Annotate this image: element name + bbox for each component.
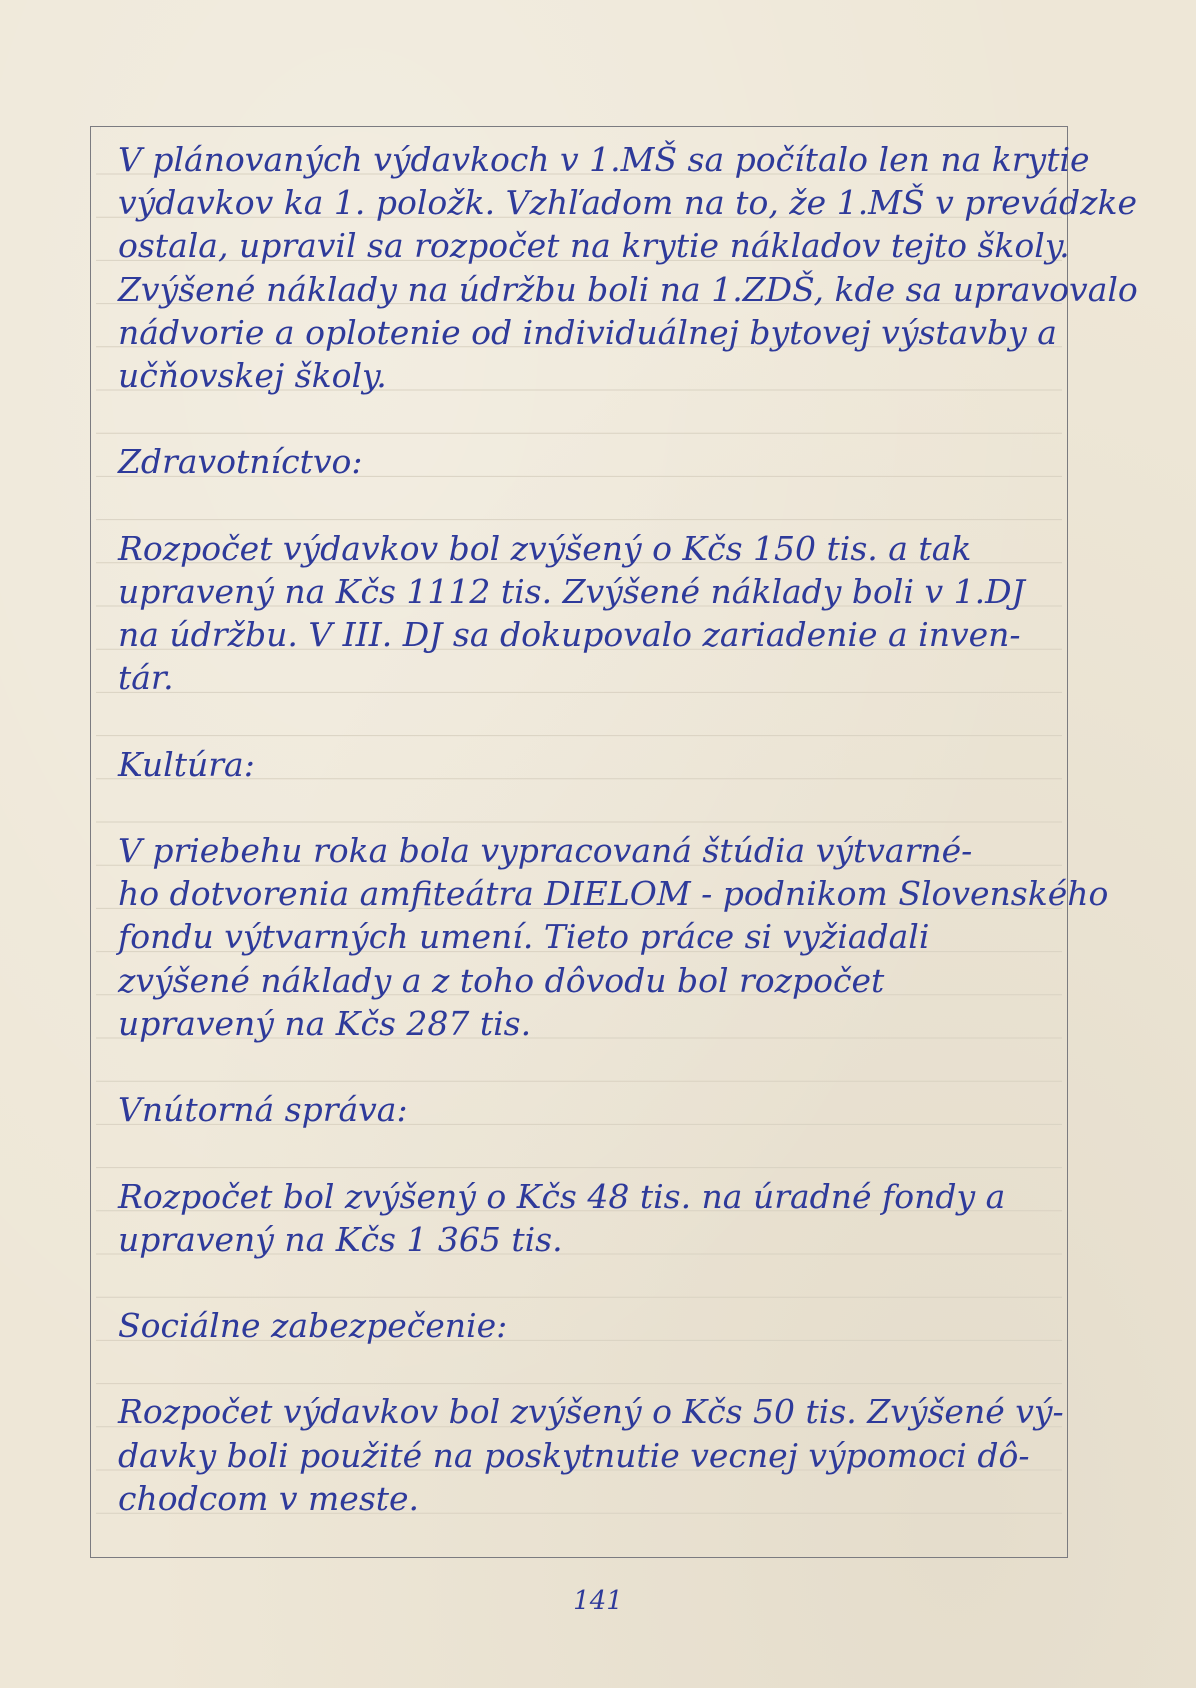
section-heading-social-security: Sociálne zabezpečenie: [118,1306,508,1346]
section-heading-culture: Kultúra: [118,744,255,784]
blank-line [118,1261,1053,1304]
text-line: ho dotvorenia amfiteátra DIELOM - podnikom Slovenského [118,874,1109,914]
text-line: učňovskej školy. [118,355,387,395]
section-heading-internal-administration: Vnútorná správa: [118,1090,408,1130]
text-line: zvýšené náklady a z toho dôvodu bol rozpočet [118,960,885,1000]
text-line: nádvorie a oplotenie od individuálnej bytovej výstavby a [118,312,1057,352]
blank-line [118,1045,1053,1088]
text-line: davky boli použité na poskytnutie vecnej výpomoci dô- [118,1435,1030,1475]
text-line: chodcom v meste. [118,1478,420,1518]
blank-line [118,699,1053,742]
text-line: Rozpočet výdavkov bol zvýšený o Kčs 50 tis. Zvýšené vý- [118,1392,1064,1432]
text-line: Zvýšené náklady na údržbu boli na 1.ZDŠ, kde sa upravovalo [118,269,1138,309]
text-line: fondu výtvarných umení. Tieto práce si vyžiadali [118,917,930,957]
page-number: 141 [573,1586,623,1616]
text-line: na údržbu. V III. DJ sa dokupovalo zariadenie a inven- [118,615,1021,655]
text-line: V plánovaných výdavkoch v 1.MŠ sa počítalo len na krytie [118,140,1090,179]
text-line: tár. [118,658,174,698]
blank-line [118,1131,1053,1174]
text-line: Rozpočet bol zvýšený o Kčs 48 tis. na úradné fondy a [118,1176,1006,1216]
blank-line [118,1347,1053,1390]
text-line: upravený na Kčs 1112 tis. Zvýšené náklady boli v 1.DJ [118,571,1025,611]
text-line: V priebehu roka bola vypracovaná štúdia výtvarné- [118,831,973,870]
handwritten-text-block [118,138,1138,1520]
text-line: Rozpočet výdavkov bol zvýšený o Kčs 150 tis. a tak [118,528,972,568]
text-line: upravený na Kčs 1 365 tis. [118,1219,563,1259]
section-heading-health: Zdravotníctvo: [118,442,363,482]
text-line: výdavkov ka 1. položk. Vzhľadom na to, že 1.MŠ v prevádzke [118,183,1137,223]
blank-line [118,786,1053,829]
text-line: upravený na Kčs 287 tis. [118,1003,532,1043]
blank-line [118,397,1053,440]
blank-line [118,484,1053,527]
text-line: ostala, upravil sa rozpočet na krytie nákladov tejto školy. [118,226,1070,266]
